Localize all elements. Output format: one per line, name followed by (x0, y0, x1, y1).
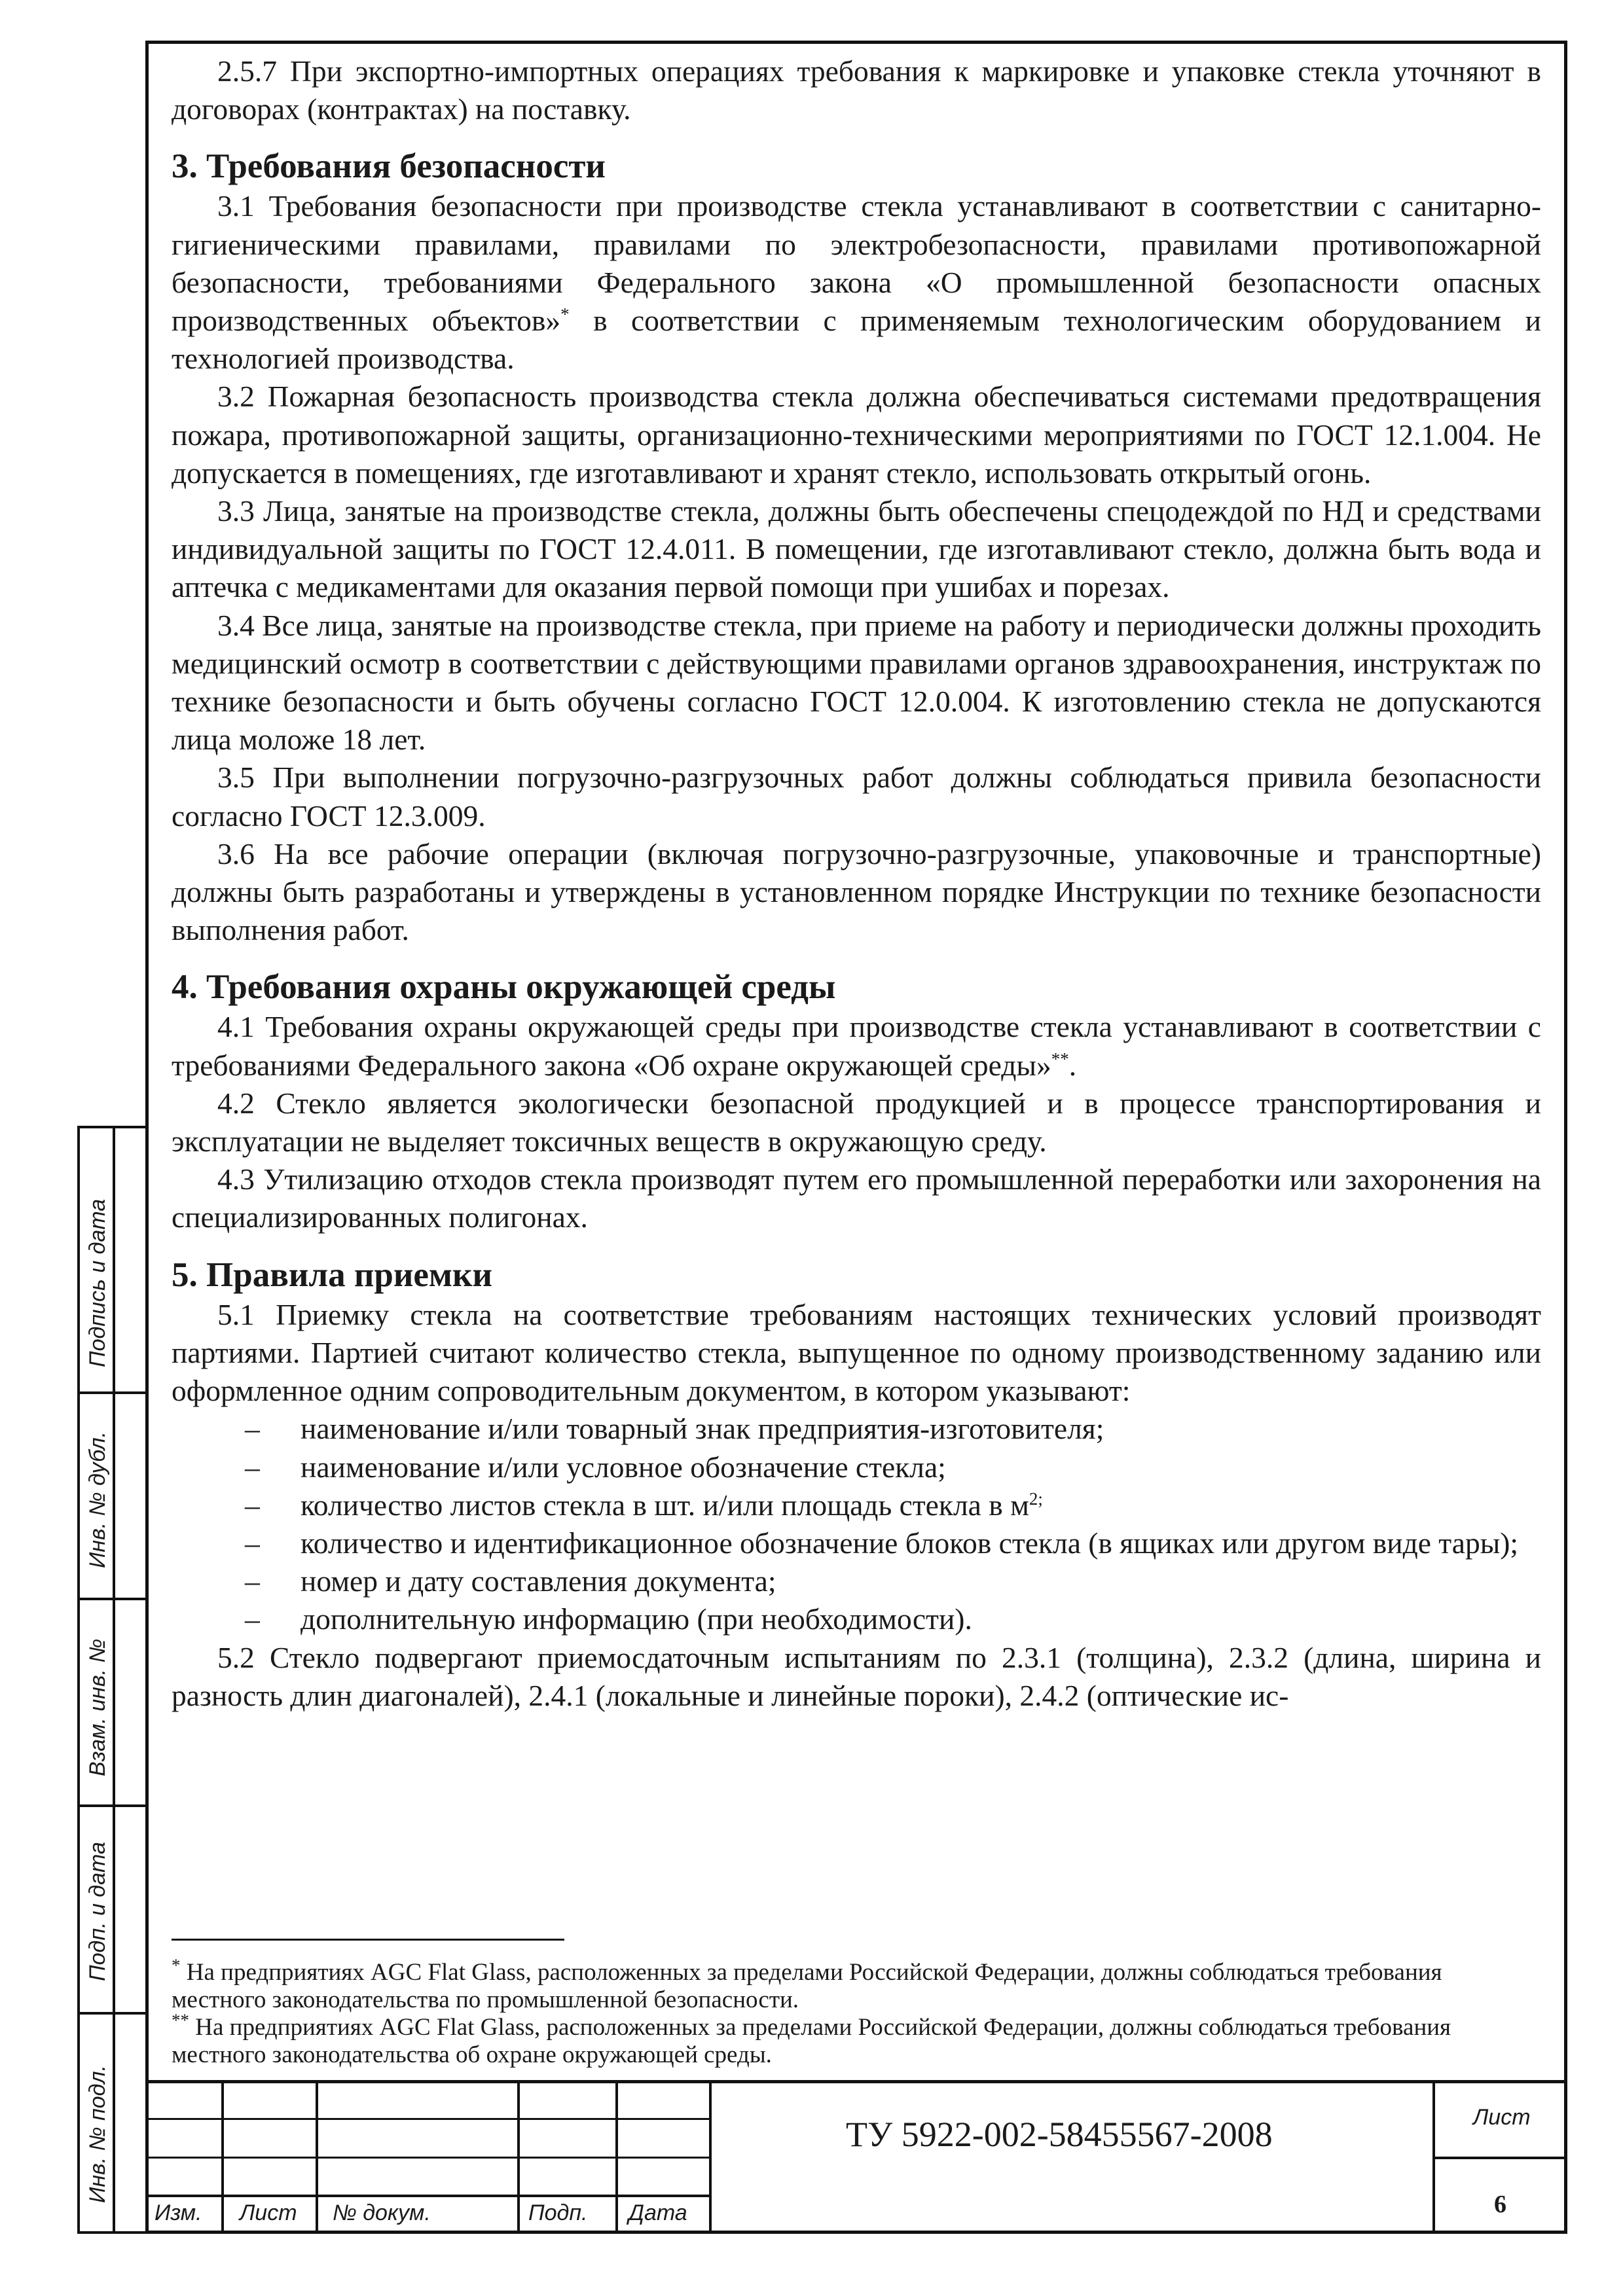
sheet-label: Лист (1473, 2105, 1531, 2130)
list-item: – количество и идентификационное обозначение блоков стекла (в ящиках или другом виде тары); (245, 1526, 1519, 1560)
footnote-ref-2: ** (1051, 1049, 1069, 1069)
paragraph-5-2: 5.2 Стекло подвергают приемосдаточным испытаниям по 2.3.1 (толщина), 2.3.2 (длина, ширина и разность длин диагоналей), 2.4.1 (локальные и линейные пороки), 2.4.2 (оптические ис- (172, 1640, 1541, 1712)
list-item: – дополнительную информацию (при необходимости). (245, 1602, 972, 1636)
paragraph-3-1: 3.1 Требования безопасности при производстве стекла устанавливают в соответствии с санитарно-гигиеническими правилами, правилами по электробезопасности, правилами противопожарной безопасности, требованиями Федерального закона «О промышленной безопасности опасных производственных объектов»* в соответствии с применяемым технологическим оборудованием и технологией производства. (172, 189, 1541, 376)
list-label: Лист (240, 2200, 297, 2225)
dokum-label: № докум. (333, 2200, 431, 2225)
list-item: – наименование и/или товарный знак предприятия-изготовителя; (245, 1412, 1104, 1446)
footnote-2: ** На предприятиях AGC Flat Glass, расположенных за пределами Российской Федерации, должны соблюдаться требования местного законодательства об охране окружающей среды. (172, 2010, 1451, 2068)
paragraph-2-5-7: 2.5.7 При экспортно-импортных операциях требования к маркировке и упаковке стекла уточняют в договорах (контрактах) на поставку. (172, 54, 1541, 126)
document-number: ТУ 5922-002-58455567-2008 (846, 2115, 1273, 2154)
side-strip (77, 1126, 145, 2234)
list-item: – количество листов стекла в шт. и/или площадь стекла в $м^{2;}$ (245, 1488, 1043, 1522)
podp-i-data-label: Подп. и дата (85, 1842, 110, 1981)
list-item: – наименование и/или условное обозначение стекла; (245, 1450, 946, 1484)
document-body (172, 52, 1541, 1715)
paragraph-4-1: 4.1 Требования охраны окружающей среды при производстве стекла устанавливают в соответствии с требованиями Федерального закона «Об охране окружающей среды»**. (172, 1010, 1541, 1082)
paragraph-4-2: 4.2 Стекло является экологически безопасной продукцией и в процессе транспортирования и эксплуатации не выделяет токсичных веществ в окружающую среду. (172, 1086, 1541, 1158)
inv-podl-label: Инв. № подл. (85, 2065, 110, 2203)
izm-label: Изм. (155, 2200, 202, 2225)
paragraph-4-3: 4.3 Утилизацию отходов стекла производят путем его промышленной переработки или захоронения на специализированных полигонах. (172, 1162, 1541, 1234)
footnote-1: * На предприятиях AGC Flat Glass, расположенных за пределами Российской Федерации, должны соблюдаться требования местного законодательства по промышленной безопасности. (172, 1955, 1442, 2013)
podpis-i-data-label: Подпись и дата (85, 1198, 110, 1367)
paragraph-3-4: 3.4 Все лица, занятые на производстве стекла, при приеме на работу и периодически должны проходить медицинский осмотр в соответствии с действующими правилами органов здравоохранения, инструктаж по технике безопасности и быть обучены согласно ГОСТ 12.0.004. К изготовлению стекла не допускаются лица моложе 18 лет. (172, 608, 1541, 757)
paragraph-3-6: 3.6 На все рабочие операции (включая погрузочно-разгрузочные, упаковочные и транспортные) должны быть разработаны и утверждены в установленном порядке Инструкции по технике безопасности выполнения работ. (172, 836, 1541, 947)
footnotes (172, 1939, 1541, 2069)
sheet-number: 6 (1494, 2191, 1506, 2218)
section-4-heading: 4. Требования охраны окружающей среды (172, 968, 836, 1007)
footnote-separator (172, 1939, 564, 1941)
paragraph-3-3: 3.3 Лица, занятые на производстве стекла, должны быть обеспечены спецодеждой по НД и средствами индивидуальной защиты по ГОСТ 12.4.011. В помещении, где изготавливают стекло, должна быть вода и аптечка с медикаментами для оказания первой помощи при ушибах и порезах. (172, 494, 1541, 604)
section-5-heading: 5. Правила приемки (172, 1255, 493, 1294)
paragraph-5-1: 5.1 Приемку стекла на соответствие требованиям настоящих технических условий производят партиями. Партией считают количество стекла, выпущенное по одному производственному заданию или оформленное одним сопроводительным документом, в котором указывают: (172, 1297, 1541, 1408)
vzam-inv-label: Взам. инв. № (85, 1638, 110, 1776)
data-label: Дата (629, 2200, 687, 2225)
inv-dubl-label: Инв. № дубл. (85, 1431, 110, 1568)
title-block (145, 2080, 1567, 2234)
podp-label: Подп. (528, 2200, 588, 2225)
paragraph-3-5: 3.5 При выполнении погрузочно-разгрузочных работ должны соблюдаться привила безопасности согласно ГОСТ 12.3.009. (172, 761, 1541, 833)
paragraph-3-2: 3.2 Пожарная безопасность производства стекла должна обеспечиваться системами предотвращения пожара, противопожарной защиты, организационно-техническими мероприятиями по ГОСТ 12.1.004. Не допускается в помещениях, где изготавливают и хранят стекло, использовать открытый огонь. (172, 380, 1541, 490)
list-item: – номер и дату составления документа; (245, 1564, 776, 1598)
footnote-ref-1: * (560, 304, 570, 324)
section-3-heading: 3. Требования безопасности (172, 147, 606, 186)
